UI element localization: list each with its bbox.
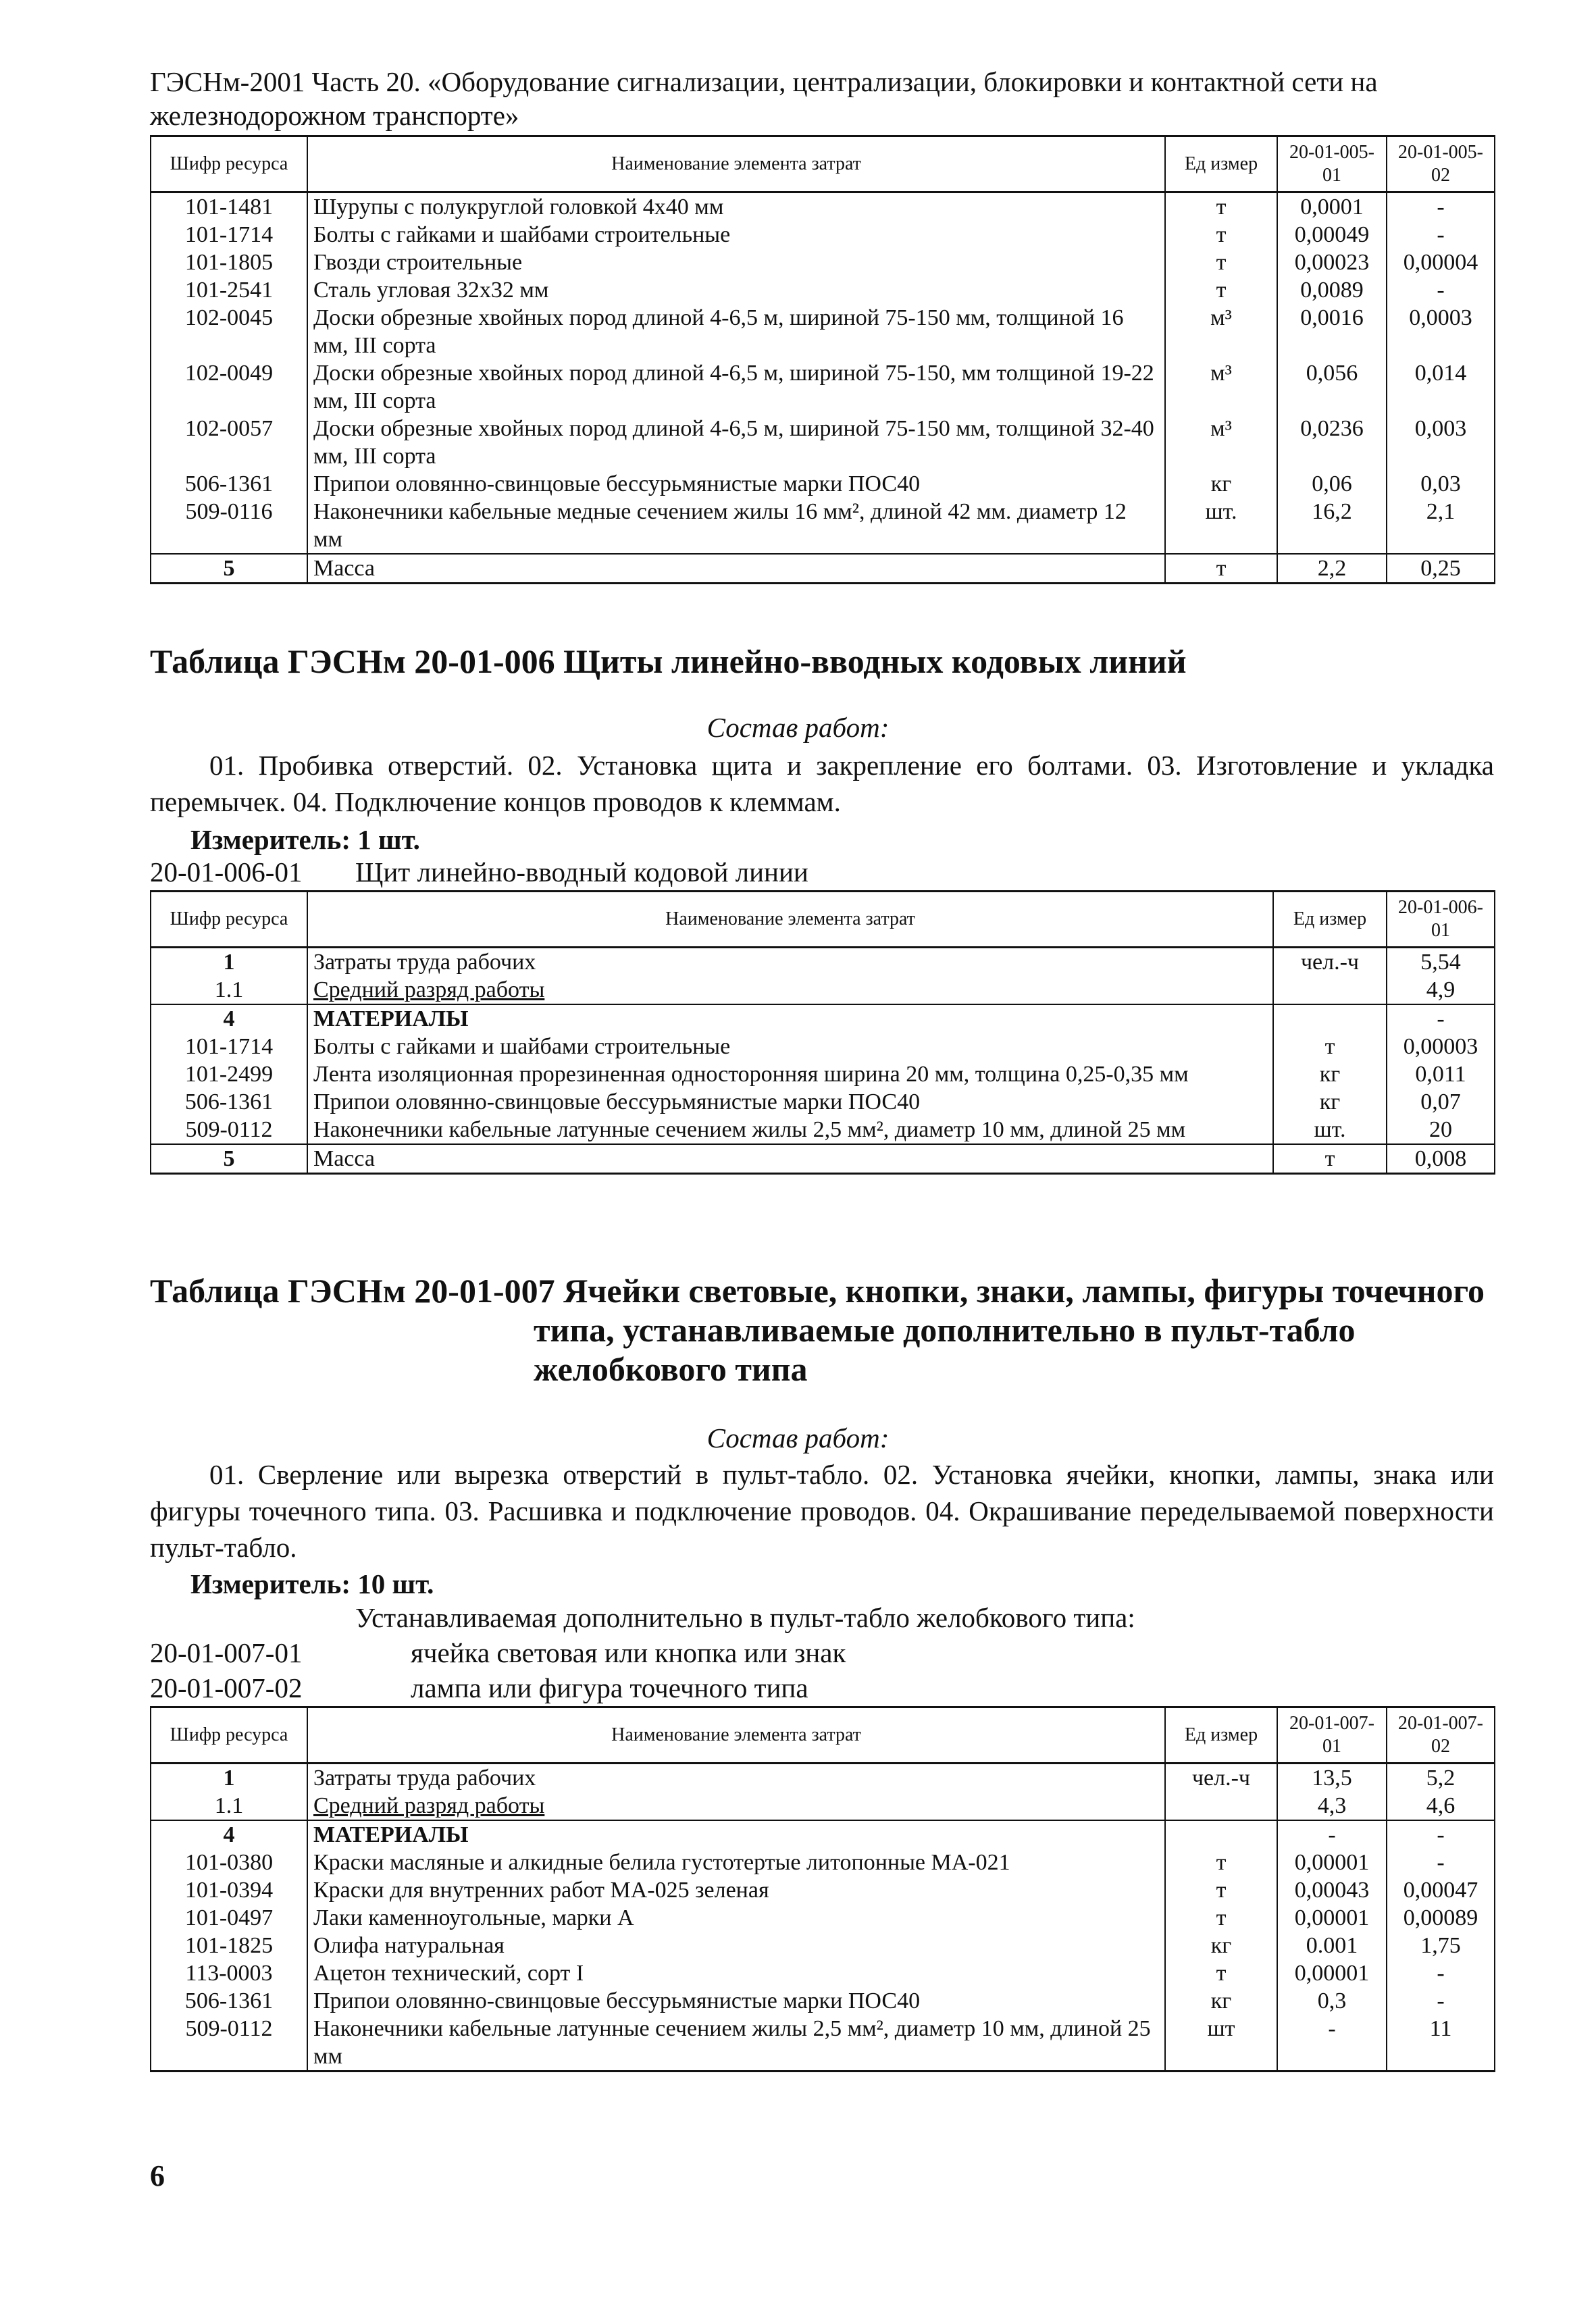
value: - [1387, 1849, 1495, 1876]
table-row [151, 192, 1495, 222]
col-header: Наименование элемента затрат [307, 1707, 1165, 1764]
value: 13,5 [1277, 1764, 1387, 1793]
unit: м³ [1165, 415, 1277, 470]
resource-code: 113-0003 [151, 1959, 307, 1987]
unit: шт. [1273, 1116, 1387, 1144]
table-row [151, 249, 1495, 276]
value: 0,056 [1277, 359, 1387, 415]
resource-code: 102-0045 [151, 304, 307, 359]
col-header: Ед измер [1165, 1707, 1277, 1764]
table-row [151, 415, 1495, 470]
unit: т [1165, 1876, 1277, 1904]
resource-name: Олифа натуральная [307, 1932, 1165, 1959]
resource-code: 101-0394 [151, 1876, 307, 1904]
table-row [151, 1033, 1495, 1060]
resource-name: Доски обрезные хвойных пород длиной 4-6,5 м, шириной 75-150 мм, толщиной 16 мм, III сорта [307, 304, 1165, 359]
resource-code: 101-0497 [151, 1904, 307, 1932]
resource-code: 509-0112 [151, 1116, 307, 1144]
value: 1,75 [1387, 1932, 1495, 1959]
table-row [151, 470, 1495, 498]
resource-code: 1 [151, 948, 307, 977]
resource-code: 101-1714 [151, 221, 307, 249]
resource-code: 101-2499 [151, 1060, 307, 1088]
resource-name: Лента изоляционная прорезиненная односторонняя ширина 20 мм, толщина 0,25-0,35 мм [307, 1060, 1273, 1088]
col-header: Ед измер [1273, 892, 1387, 948]
col-header: 20-01-007-01 [1277, 1707, 1387, 1764]
table-header-row [151, 892, 1495, 948]
resource-name: Припои оловянно-свинцовые бессурьмянистые марки ПОС40 [307, 1987, 1165, 2015]
value: 0,00004 [1387, 249, 1495, 276]
value: 0,07 [1387, 1088, 1495, 1116]
resource-name: Наконечники кабельные латунные сечением жилы 2,5 мм², диаметр 10 мм, длиной 25 мм [307, 1116, 1273, 1144]
unit: кг [1273, 1060, 1387, 1088]
resource-code: 102-0049 [151, 359, 307, 415]
unit: кг [1273, 1088, 1387, 1116]
unit: кг [1165, 1987, 1277, 2015]
unit [1273, 1004, 1387, 1033]
table-row [151, 976, 1495, 1004]
resource-name: Болты с гайками и шайбами строительные [307, 221, 1165, 249]
resource-code: 5 [151, 1144, 307, 1174]
table-row [151, 1876, 1495, 1904]
table-row [151, 1060, 1495, 1088]
value: 0,00023 [1277, 249, 1387, 276]
col-header: 20-01-005-02 [1387, 136, 1495, 192]
resource-name: Сталь угловая 32x32 мм [307, 276, 1165, 304]
resource-name: МАТЕРИАЛЫ [307, 1004, 1273, 1033]
section-title-007-continued: типа, устанавливаемые дополнительно в пульт-табло желобкового типа [534, 1311, 1356, 1388]
value: 0,0001 [1277, 192, 1387, 222]
resource-name-text: Средний разряд работы [313, 1793, 545, 1818]
unit: чел.-ч [1165, 1764, 1277, 1793]
document-header: ГЭСНм-2001 Часть 20. «Оборудование сигнализации, централизации, блокировки и контактной сети на железнодорожном транспорте» [150, 66, 1378, 131]
value: 0,003 [1387, 415, 1495, 470]
measure-value: 1 шт. [357, 824, 420, 855]
value: 0,00049 [1277, 221, 1387, 249]
resource-name: Доски обрезные хвойных пород длиной 4-6,5 м, шириной 75-150, мм толщиной 19-22 мм, III сорта [307, 359, 1165, 415]
value: 4,3 [1277, 1792, 1387, 1820]
work-composition-label: Состав работ: [706, 712, 890, 743]
table-row [151, 948, 1495, 977]
col-header: Шифр ресурса [151, 1707, 307, 1764]
value: 0,00043 [1277, 1876, 1387, 1904]
norm-code: 20-01-007-02 [150, 1672, 303, 1703]
table-row [151, 1004, 1495, 1033]
work-description: 01. Сверление или вырезка отверстий в пульт-табло. 02. Установка ячейки, кнопки, лампы, знака или фигуры точечного типа. 03. Расшивка и подключение проводов. 04. Окрашивание переделываемой поверхности пульт-табло. [150, 1459, 1494, 1563]
value: - [1387, 1004, 1495, 1033]
value: 0,00001 [1277, 1959, 1387, 1987]
col-header: Наименование элемента затрат [307, 136, 1165, 192]
table-header-row [151, 136, 1495, 192]
unit [1165, 1820, 1277, 1849]
resource-code: 101-2541 [151, 276, 307, 304]
norm-description: Щит линейно-вводный кодовой линии [355, 856, 808, 888]
table-20-01-005 [150, 135, 1495, 584]
value: 5,54 [1387, 948, 1495, 977]
resource-code: 101-1825 [151, 1932, 307, 1959]
resource-name: Лаки каменноугольные, марки А [307, 1904, 1165, 1932]
table-row [151, 1764, 1495, 1793]
resource-code: 101-1714 [151, 1033, 307, 1060]
value: 0,06 [1277, 470, 1387, 498]
resource-name: Гвозди строительные [307, 249, 1165, 276]
section-title-007: Таблица ГЭСНм 20-01-007 Ячейки световые, кнопки, знаки, лампы, фигуры точечного [150, 1272, 1485, 1310]
resource-name: Болты с гайками и шайбами строительные [307, 1033, 1273, 1060]
unit: т [1165, 1959, 1277, 1987]
mass-row [151, 554, 1495, 584]
table-20-01-006 [150, 890, 1495, 1175]
page-number: 6 [150, 2159, 165, 2192]
resource-name: Шурупы с полукруглой головкой 4x40 мм [307, 192, 1165, 222]
value: - [1387, 221, 1495, 249]
table-row [151, 498, 1495, 554]
unit: т [1165, 554, 1277, 584]
value: 0,03 [1387, 470, 1495, 498]
unit: т [1273, 1033, 1387, 1060]
norm-intro: Устанавливаемая дополнительно в пульт-табло желобкового типа: [355, 1602, 1135, 1633]
table-20-01-007 [150, 1706, 1495, 2072]
resource-code: 506-1361 [151, 1088, 307, 1116]
resource-name: Припои оловянно-свинцовые бессурьмянистые марки ПОС40 [307, 1088, 1273, 1116]
value: - [1277, 1820, 1387, 1849]
unit: кг [1165, 1932, 1277, 1959]
unit: шт. [1165, 498, 1277, 554]
resource-name: Масса [307, 554, 1165, 584]
value: 0,00089 [1387, 1904, 1495, 1932]
value: - [1387, 1959, 1495, 1987]
unit: т [1165, 1904, 1277, 1932]
value: 0,0236 [1277, 415, 1387, 470]
resource-code: 101-1481 [151, 192, 307, 222]
unit [1165, 1792, 1277, 1820]
norm-description: лампа или фигура точечного типа [411, 1672, 808, 1703]
unit: м³ [1165, 359, 1277, 415]
value: - [1387, 1820, 1495, 1849]
measure-label: Измеритель: [190, 824, 351, 855]
work-composition-label: Состав работ: [706, 1422, 890, 1454]
resource-name: Краски масляные и алкидные белила густотертые литопонные МА-021 [307, 1849, 1165, 1876]
value: 0.001 [1277, 1932, 1387, 1959]
table-row [151, 1904, 1495, 1932]
resource-code: 101-1805 [151, 249, 307, 276]
col-header: 20-01-007-02 [1387, 1707, 1495, 1764]
table-row [151, 1792, 1495, 1820]
value: 0,00047 [1387, 1876, 1495, 1904]
resource-code: 509-0112 [151, 2015, 307, 2072]
resource-code: 5 [151, 554, 307, 584]
value: 0,0003 [1387, 304, 1495, 359]
unit: т [1165, 249, 1277, 276]
measure-label: Измеритель: [190, 1568, 351, 1599]
resource-name: Затраты труда рабочих [307, 1764, 1165, 1793]
resource-code: 1.1 [151, 1792, 307, 1820]
resource-code: 506-1361 [151, 470, 307, 498]
mass-row [151, 1144, 1495, 1174]
col-header: Шифр ресурса [151, 136, 307, 192]
table-row [151, 1932, 1495, 1959]
table-row [151, 1088, 1495, 1116]
resource-code: 506-1361 [151, 1987, 307, 2015]
unit: т [1165, 1849, 1277, 1876]
resource-name: Доски обрезные хвойных пород длиной 4-6,5 м, шириной 75-150 мм, толщиной 32-40 мм, III сорта [307, 415, 1165, 470]
table-row [151, 221, 1495, 249]
work-description: 01. Пробивка отверстий. 02. Установка щита и закрепление его болтами. 03. Изготовление и укладка перемычек. 04. Подключение концов проводов к клеммам. [150, 750, 1494, 817]
resource-code: 102-0057 [151, 415, 307, 470]
unit: м³ [1165, 304, 1277, 359]
measure-line [190, 823, 420, 856]
resource-code: 509-0116 [151, 498, 307, 554]
resource-name: Наконечники кабельные медные сечением жилы 16 мм², длиной 42 мм. диаметр 12 мм [307, 498, 1165, 554]
unit: т [1165, 276, 1277, 304]
unit: шт [1165, 2015, 1277, 2072]
value: 0,25 [1387, 554, 1495, 584]
table-row [151, 276, 1495, 304]
table-row [151, 359, 1495, 415]
norm-code: 20-01-006-01 [150, 856, 303, 888]
resource-code: 1 [151, 1764, 307, 1793]
value: 0,0016 [1277, 304, 1387, 359]
unit: т [1165, 192, 1277, 222]
table-row [151, 1820, 1495, 1849]
value: 2,2 [1277, 554, 1387, 584]
value: - [1387, 1987, 1495, 2015]
value: 0,014 [1387, 359, 1495, 415]
value: 0,00001 [1277, 1849, 1387, 1876]
resource-name [307, 1792, 1165, 1820]
value: 11 [1387, 2015, 1495, 2072]
table-row [151, 1959, 1495, 1987]
value: 0,00003 [1387, 1033, 1495, 1060]
value: 0,011 [1387, 1060, 1495, 1088]
resource-name: Затраты труда рабочих [307, 948, 1273, 977]
value: 4,9 [1387, 976, 1495, 1004]
resource-name [307, 976, 1273, 1004]
value: - [1387, 192, 1495, 222]
resource-name-text: Средний разряд работы [313, 977, 545, 1002]
resource-code: 101-0380 [151, 1849, 307, 1876]
value: 20 [1387, 1116, 1495, 1144]
resource-name: Припои оловянно-свинцовые бессурьмянистые марки ПОС40 [307, 470, 1165, 498]
value: 16,2 [1277, 498, 1387, 554]
unit [1273, 976, 1387, 1004]
resource-name: Наконечники кабельные латунные сечением жилы 2,5 мм², диаметр 10 мм, длиной 25 мм [307, 2015, 1165, 2072]
col-header: Шифр ресурса [151, 892, 307, 948]
measure-value: 10 шт. [357, 1568, 434, 1599]
resource-code: 1.1 [151, 976, 307, 1004]
value: 2,1 [1387, 498, 1495, 554]
value: - [1277, 2015, 1387, 2072]
col-header: Ед измер [1165, 136, 1277, 192]
table-header-row [151, 1707, 1495, 1764]
value: 4,6 [1387, 1792, 1495, 1820]
resource-name: МАТЕРИАЛЫ [307, 1820, 1165, 1849]
resource-name: Краски для внутренних работ МА-025 зеленая [307, 1876, 1165, 1904]
resource-code: 4 [151, 1004, 307, 1033]
table-row [151, 2015, 1495, 2072]
value: 0,0089 [1277, 276, 1387, 304]
value: 0,3 [1277, 1987, 1387, 2015]
resource-name: Масса [307, 1144, 1273, 1174]
unit: т [1273, 1144, 1387, 1174]
resource-code: 4 [151, 1820, 307, 1849]
unit: чел.-ч [1273, 948, 1387, 977]
resource-name: Ацетон технический, сорт I [307, 1959, 1165, 1987]
norm-code: 20-01-007-01 [150, 1637, 303, 1668]
col-header: Наименование элемента затрат [307, 892, 1273, 948]
value: 0,00001 [1277, 1904, 1387, 1932]
table-row [151, 1987, 1495, 2015]
col-header: 20-01-005-01 [1277, 136, 1387, 192]
table-row [151, 1116, 1495, 1144]
value: - [1387, 276, 1495, 304]
norm-description: ячейка световая или кнопка или знак [411, 1637, 846, 1668]
unit: кг [1165, 470, 1277, 498]
table-row [151, 304, 1495, 359]
section-title-006: Таблица ГЭСНм 20-01-006 Щиты линейно-вводных кодовых линий [150, 642, 1187, 680]
unit: т [1165, 221, 1277, 249]
value: 0,008 [1387, 1144, 1495, 1174]
measure-line [190, 1567, 434, 1601]
table-row [151, 1849, 1495, 1876]
value: 5,2 [1387, 1764, 1495, 1793]
col-header: 20-01-006-01 [1387, 892, 1495, 948]
